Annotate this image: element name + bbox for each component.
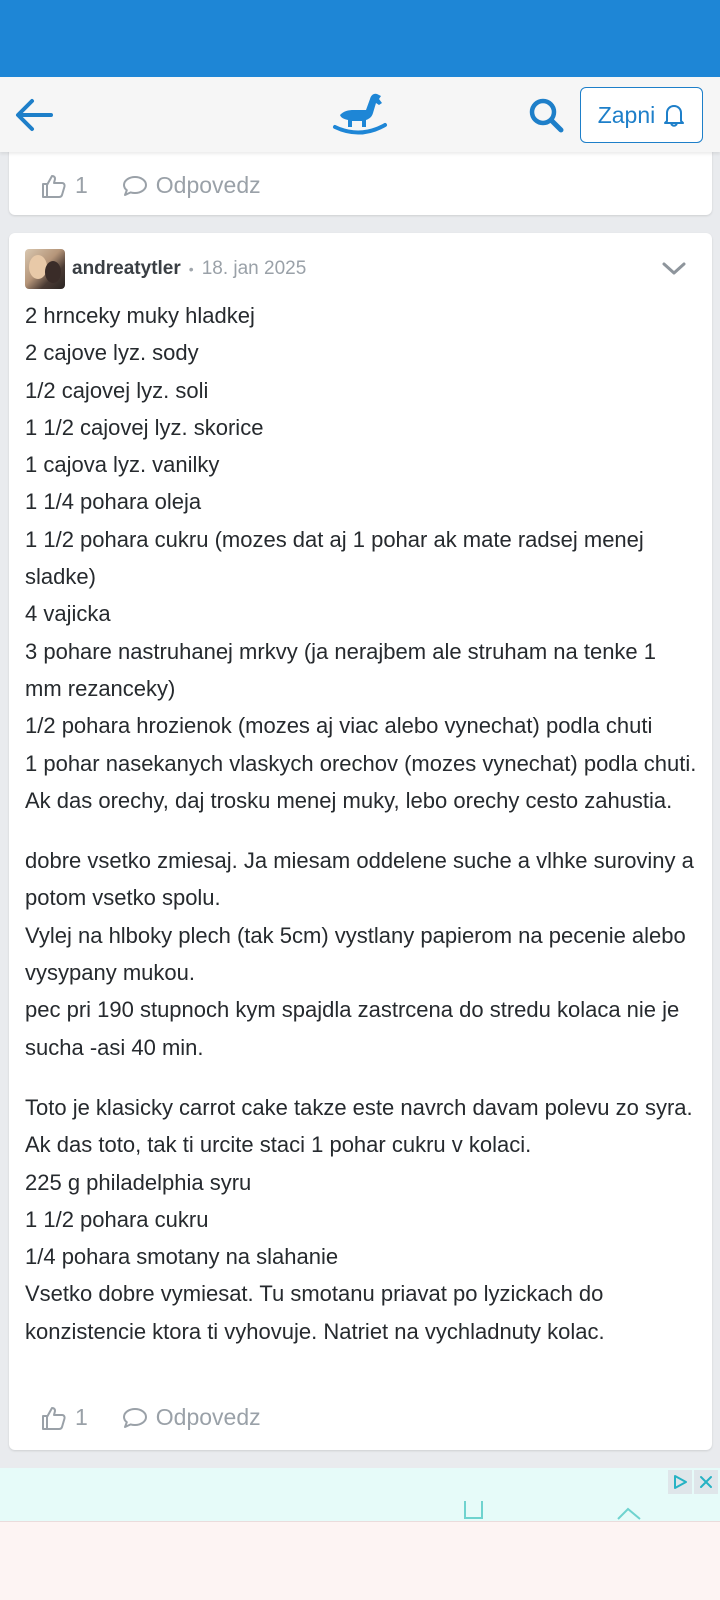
post-author-row bbox=[25, 249, 696, 289]
separator-dot: • bbox=[188, 261, 194, 277]
ad-banner[interactable] bbox=[0, 1468, 720, 1521]
like-button[interactable] bbox=[41, 172, 88, 199]
thumbs-up-icon bbox=[41, 1405, 67, 1431]
reply-button[interactable] bbox=[122, 1404, 261, 1431]
subscribe-button[interactable] bbox=[580, 87, 703, 143]
post-date: 18. jan 2025 bbox=[201, 258, 307, 279]
speech-bubble-icon bbox=[122, 174, 148, 198]
back-button[interactable] bbox=[12, 93, 56, 137]
post-body bbox=[25, 297, 697, 1373]
app-header bbox=[0, 77, 720, 152]
back-arrow-icon bbox=[15, 98, 53, 132]
ad-decoration-icon bbox=[0, 1468, 720, 1521]
subscribe-label: Zapni bbox=[597, 101, 656, 128]
ad-choices-button[interactable] bbox=[668, 1470, 692, 1494]
reply-button[interactable] bbox=[122, 172, 261, 199]
status-bar bbox=[0, 0, 720, 77]
reply-label: Odpovedz bbox=[155, 1404, 261, 1430]
post-paragraph: Toto je klasicky carrot cake takze este navrch davam polevu zo syra. Ak das toto, tak ti urcite staci 1 pohar cukru v kolaci. 225 g philadelphia syru 1 1/2 pohara cukru 1/4 pohara smotany na slahanie Vsetko dobre vymiesat. Tu smotanu priavat po lyzickach do konzistencie ktora ti vyhovuje. Natriet na vychladnuty kolac. bbox=[25, 1094, 693, 1344]
ad-controls bbox=[668, 1470, 718, 1494]
post-paragraph: 2 hrnceky muky hladkej 2 cajove lyz. sody 1/2 cajovej lyz. soli 1 1/2 cajovej lyz. skorice 1 cajova lyz. vanilky 1 1/4 pohara oleja 1 1/2 pohara cukru (mozes dat aj 1 pohar ak mate radsej menej sladke) 4 vajicka 3 pohare nastruhanej mrkvy (ja nerajbem ale struham na tenke 1 mm rezanceky) 1/2 pohara hrozienok (mozes aj viac alebo vynechat) podla chuti 1 pohar nasekanych vlaskych orechov (mozes vynechat) podla chuti. Ak das orechy, daj trosku menej muky, lebo orechy cesto zahustia. bbox=[25, 303, 697, 813]
like-count: 1 bbox=[75, 1404, 88, 1430]
bottom-ad-bar bbox=[0, 1521, 720, 1600]
post-actions bbox=[41, 1404, 261, 1431]
avatar[interactable] bbox=[25, 249, 65, 289]
post-actions bbox=[41, 172, 261, 199]
post-paragraph: dobre vsetko zmiesaj. Ja miesam oddelene suche a vlhke suroviny a potom vsetko spolu. Vylej na hlboky plech (tak 5cm) vystlany papierom na pecenie alebo vysypany mukou. pec pri 190 stupnoch kym spajdla zastrcena do stredu kolaca nie je sucha -asi 40 min. bbox=[25, 848, 694, 1060]
reply-label: Odpovedz bbox=[155, 172, 261, 198]
author-name[interactable]: andreatytler bbox=[72, 258, 181, 279]
rocking-horse-logo-icon bbox=[332, 89, 388, 139]
close-icon bbox=[698, 1474, 714, 1490]
site-logo[interactable] bbox=[332, 89, 388, 139]
like-button[interactable] bbox=[41, 1404, 88, 1431]
ad-close-button[interactable] bbox=[694, 1470, 718, 1494]
post-menu-button[interactable] bbox=[656, 251, 692, 287]
chevron-down-icon bbox=[661, 261, 687, 277]
thumbs-up-icon bbox=[41, 173, 67, 199]
search-icon bbox=[528, 97, 564, 133]
bell-icon bbox=[663, 103, 685, 127]
speech-bubble-icon bbox=[122, 1406, 148, 1430]
like-count: 1 bbox=[75, 172, 88, 198]
search-button[interactable] bbox=[524, 93, 568, 137]
ad-choices-icon bbox=[672, 1474, 688, 1490]
post-card bbox=[9, 233, 712, 1450]
